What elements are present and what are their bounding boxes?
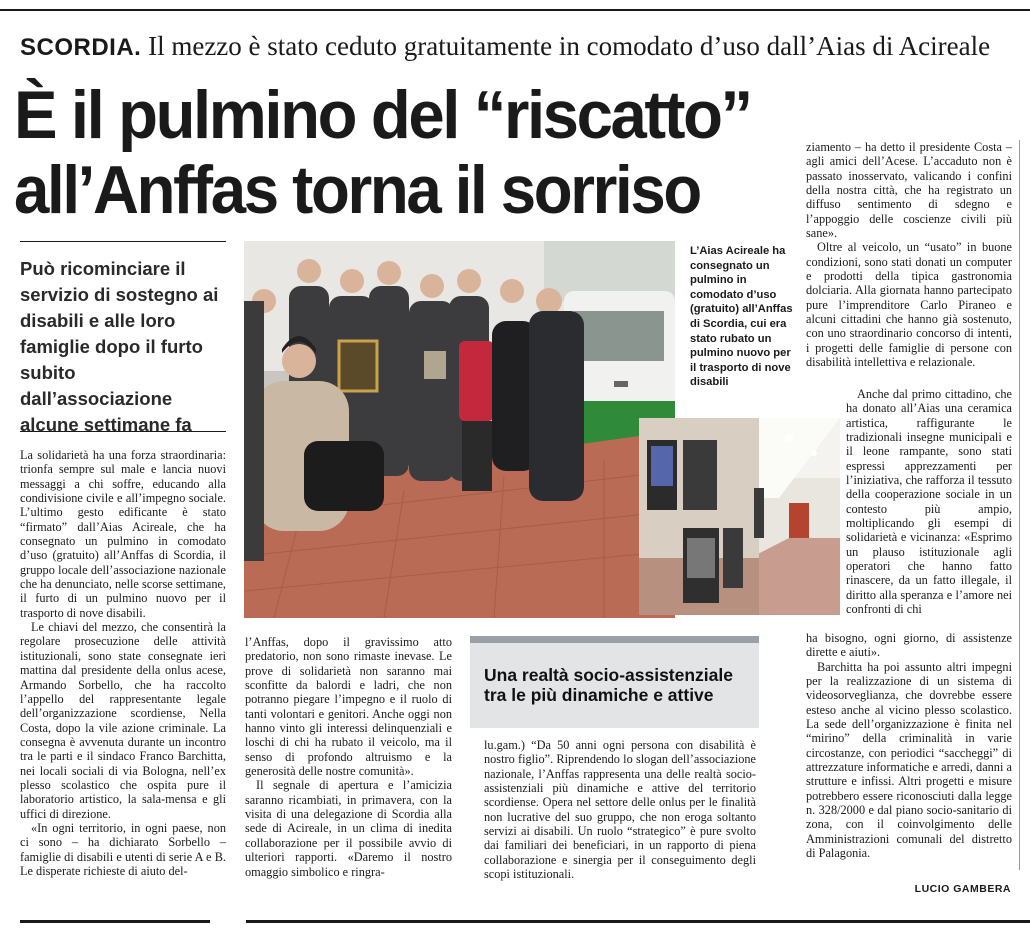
sidebar-box-bar (470, 636, 759, 643)
column-1-paragraph: La solidarietà ha una forza straordinaria: trionfa sempre sul male e lancia nuovi messaggi a chi soffre, educando alla condivisione civile e all’impegno sociale. L’ultimo gesto edificante è stato “firmato” dall’Aias Acireale, che ha consegnato un pulmino in comodato d’uso (gratuito) all’Anffas di Scordia, il gruppo locale dell’associazione nazionale che ha denunciato, nelle scorse settimane, il furto di un pulmino nuovo per il trasporto di nove disabili. (20, 448, 226, 620)
column-4-wrap (846, 387, 1012, 617)
group-photo-with-van-icon (244, 241, 675, 618)
subheadline-top-rule (20, 241, 226, 242)
sidebar-box-text: lu.gam.) “Da 50 anni ogni persona con disabilità è nostro figlio”. Riprendendo lo slogan dell’associazione nazionale, l’Anffas rappresenta una delle realtà socio-assistenziali più dinamiche e attive del territorio scordiense. Opera nel settore delle onlus per le finalità non lucrative del suo gruppo, che non eroga soltanto servizi ai disabili. Un ruolo “strategico” è pure svolto dai familiari dei beneficiari, in un rapporto di piena collaborazione e sinergia per il conseguimento degli scopi istituzionali. (484, 738, 756, 882)
sidebar-box-text-block (484, 738, 756, 881)
corridor-exhibition-photo-icon (639, 418, 840, 615)
column-4-paragraph: Barchitta ha poi assunto altri impegni per la realizzazione di un sistema di videosorveglianza, che dovrebbe essere esteso anche al vicino plesso scolastico. La sede dell’organizzazione è finita nel “mirino” della criminalità in varie circostanze, con periodici “saccheggi” di attrezzature informatiche e arredi, danni a strutture e infissi. Altri progetti e misure potrebbero essere riconosciuti dalla legge n. 328/2000 e dal piano socio-sanitario di zona, con il coinvolgimento delle Amministrazioni comunali del distretto di Palagonia. (806, 659, 1012, 861)
kicker-place: SCORDIA. (20, 34, 142, 61)
kicker (20, 30, 1020, 64)
side-photo (639, 418, 840, 615)
column-4-paragraph: ziamento – ha detto il presidente Costa – agli amici dell’Acese. L’accaduto non è passato inosservato, valicando i confini della nostra città, che ha registrato un diffuso sentimento di sdegno e l’appoggio delle coscienze civili più sane». (806, 140, 1012, 241)
main-photo (244, 241, 675, 618)
column-2-paragraph: l’Anffas, dopo il gravissimo atto predatorio, non sono rimaste inevase. Le prove di solidarietà non saranno mai sconfitte da balordi e ladri, che non potranno piegare l’impegno e il ruolo di tanti volontari e genitori. Anche oggi non hanno vinto gli interessi delinquenziali e loschi di chi ha rubato il veicolo, ma il senso di profondo altruismo e la generosità delle nostre comunità». (245, 635, 452, 779)
column-2-paragraph: Il segnale di apertura e l’amicizia saranno ricambiati, in primavera, con la visita di una delegazione di Scordia alla sede di Acireale, in un clima di inedita collaborazione per il possibile avvio di ulteriori rapporti. «Daremo il nostro omaggio simbolico e ringra- (245, 778, 452, 879)
column-1-paragraph: «In ogni territorio, in ogni paese, non ci sono – ha dichiarato Sorbello – famiglie di disabili e utenti di serie A e B. Le disperate richieste di aiuto del- (20, 820, 226, 878)
headline-line-1: È il pulmino del “riscatto” (14, 77, 751, 153)
column-4-bottom (806, 631, 1012, 861)
column-4-paragraph: Oltre al veicolo, un “usato” in buone condizioni, sono stati donati un computer e prodotti della tipica gastronomia dolciaria. Alla giornata hanno partecipato pure l’imprenditore Carlo Piraneo e alcuni cittadini che hanno già sostenuto, con uno straordinario concorso di intenti, i progetti delle famiglie di persone con disabilità intellettiva e relazionale. (806, 240, 1012, 370)
headline-line-2: all’Anffas torna il sorriso (14, 152, 700, 228)
author-signature: LUCIO GAMBERA (914, 883, 1011, 895)
column-2 (245, 635, 452, 879)
subheadline: Può ricominciare il servizio di sostegno ai disabili e alle loro famiglie dopo il furto subito dall’associazione alcune settimane fa (20, 258, 219, 435)
column-4-paragraph: Anche dal primo cittadino, che ha donato all’Aias una ceramica artistica, raffigurante le tradizionali insegne municipali e il leone rampante, sono stati espressi apprezzamenti per l’iniziativa, che rafforza il tessuto della cooperazione sociale in un contesto più ampio, moltiplicando gli esempi di solidarietà e vicinanza: «Esprimo un plauso istituzionale agli operatori che hanno fatto rinascere, da un fatto illegale, il diritto alla speranza e l’amore nei confronti di chi (846, 387, 1012, 617)
top-rule (0, 9, 1030, 11)
column-1-paragraph: Le chiavi del mezzo, che consentirà la regolare prosecuzione delle attività istituzionali, sono state consegnate ieri mattina dal presidente della onlus acese, Armando Sorbello, che ha raccolto l’appello del rappresentante legale dell’organizzazione scordiense, Nella Costa, dopo la vile azione criminale. La consegna è avvenuta durante un incontro tra le parti e il sindaco Franco Barchitta, nei locali sociali di via Bologna, nell’ex plesso scolastico che ospita pure il laboratorio artistico, la sala-mensa e gli uffici di direzione. (20, 620, 226, 821)
column-4-paragraph: ha bisogno, ogni giorno, di assistenze dirette e aiuti». (806, 631, 1012, 660)
sidebar-box-title: Una realtà socio-assistenziale tra le più dinamiche e attive (484, 665, 733, 705)
photo-caption: L’Aias Acireale ha consegnato un pulmino in comodato d’uso (gratuito) all’Anffas di Scordia, cui era stato rubato un pulmino nuovo per il trasporto di nove disabili (690, 245, 793, 389)
bottom-rule-right (246, 920, 1030, 923)
right-column-rule (1019, 140, 1020, 870)
column-1 (20, 448, 226, 878)
bottom-rule-left (20, 920, 210, 923)
column-4-top (806, 140, 1012, 370)
kicker-text: Il mezzo è stato ceduto gratuitamente in comodato d’uso dall’Aias di Acireale (148, 31, 991, 61)
